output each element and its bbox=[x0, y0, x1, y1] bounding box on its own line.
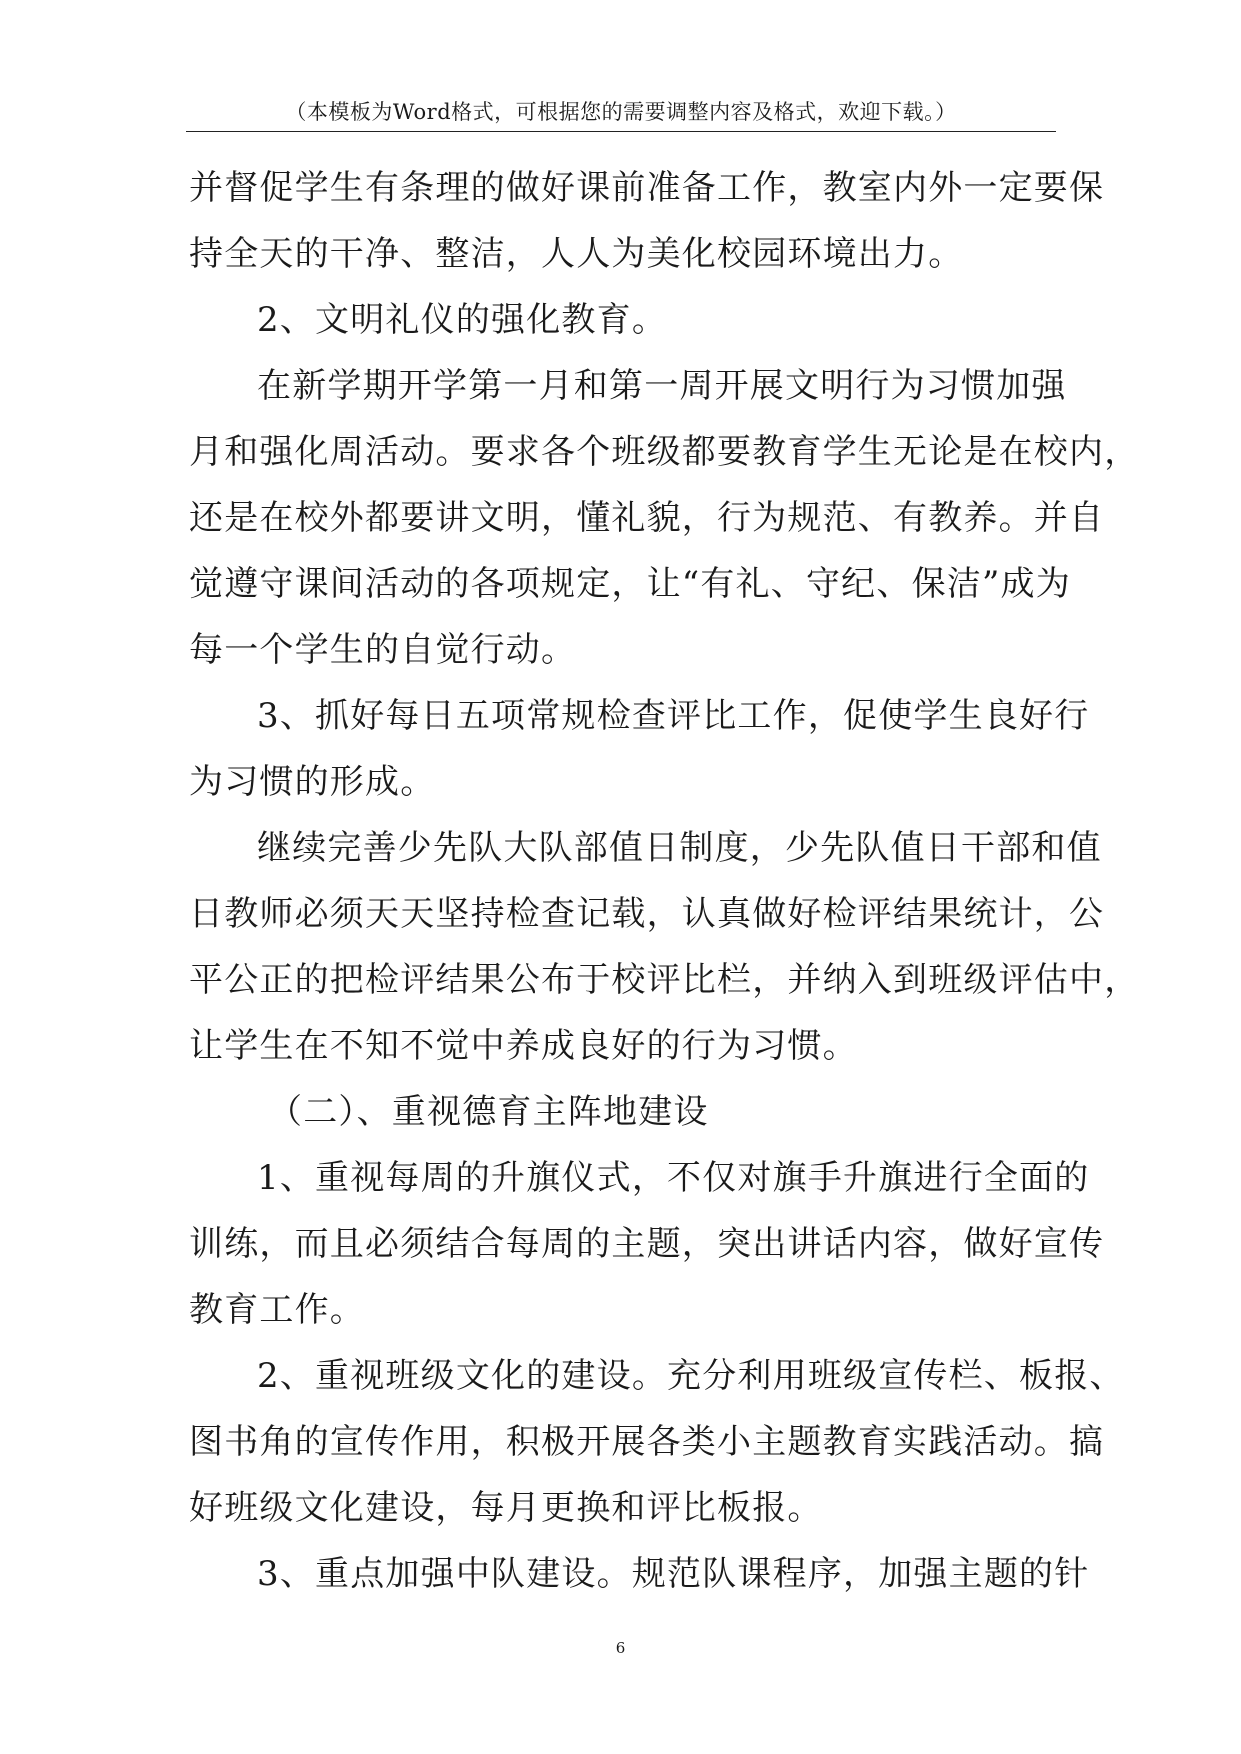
text-line: 1、重视每周的升旗仪式，不仅对旗手升旗进行全面的 bbox=[257, 1158, 1090, 1198]
text-line: 觉遵守课间活动的各项规定，让“有礼、守纪、保洁”成为 bbox=[189, 564, 1071, 604]
text-line: 并督促学生有条理的做好课前准备工作，教室内外一定要保 bbox=[189, 168, 1105, 208]
text-line: 月和强化周活动。要求各个班级都要教育学生无论是在校内， bbox=[189, 432, 1140, 472]
text-line: 训练，而且必须结合每周的主题，突出讲话内容，做好宣传 bbox=[189, 1224, 1105, 1264]
header-note: （本模板为Word格式，可根据您的需要调整内容及格式，欢迎下载。） bbox=[285, 100, 957, 124]
text-line: 继续完善少先队大队部值日制度，少先队值日干部和值 bbox=[257, 828, 1102, 868]
text-line: 2、重视班级文化的建设。充分利用班级宣传栏、板报、 bbox=[257, 1356, 1125, 1396]
section-heading: （二）、重视德育主阵地建设 bbox=[268, 1092, 709, 1132]
text-line: 好班级文化建设，每月更换和评比板报。 bbox=[189, 1488, 823, 1528]
text-line: 3、重点加强中队建设。规范队课程序，加强主题的针 bbox=[257, 1554, 1090, 1594]
text-line: 持全天的干净、整洁，人人为美化校园环境出力。 bbox=[189, 234, 964, 274]
text-line: 让学生在不知不觉中养成良好的行为习惯。 bbox=[189, 1026, 858, 1066]
text-line: 为习惯的形成。 bbox=[189, 762, 436, 802]
text-line: 日教师必须天天坚持检查记载，认真做好检评结果统计，公 bbox=[189, 894, 1105, 934]
text-line: 2、文明礼仪的强化教育。 bbox=[257, 300, 668, 340]
text-line: 每一个学生的自觉行动。 bbox=[189, 630, 577, 670]
page-number: 6 bbox=[615, 1639, 626, 1657]
text-line: 教育工作。 bbox=[189, 1290, 365, 1330]
text-line: 3、抓好每日五项常规检查评比工作，促使学生良好行 bbox=[257, 696, 1090, 736]
text-line: 还是在校外都要讲文明，懂礼貌，行为规范、有教养。并自 bbox=[189, 498, 1105, 538]
text-line: 图书角的宣传作用，积极开展各类小主题教育实践活动。搞 bbox=[189, 1422, 1105, 1462]
header-divider bbox=[186, 131, 1056, 132]
body-text bbox=[189, 155, 1140, 1607]
text-line: 平公正的把检评结果公布于校评比栏，并纳入到班级评估中， bbox=[189, 960, 1140, 1000]
text-line: 在新学期开学第一月和第一周开展文明行为习惯加强 bbox=[257, 366, 1067, 406]
